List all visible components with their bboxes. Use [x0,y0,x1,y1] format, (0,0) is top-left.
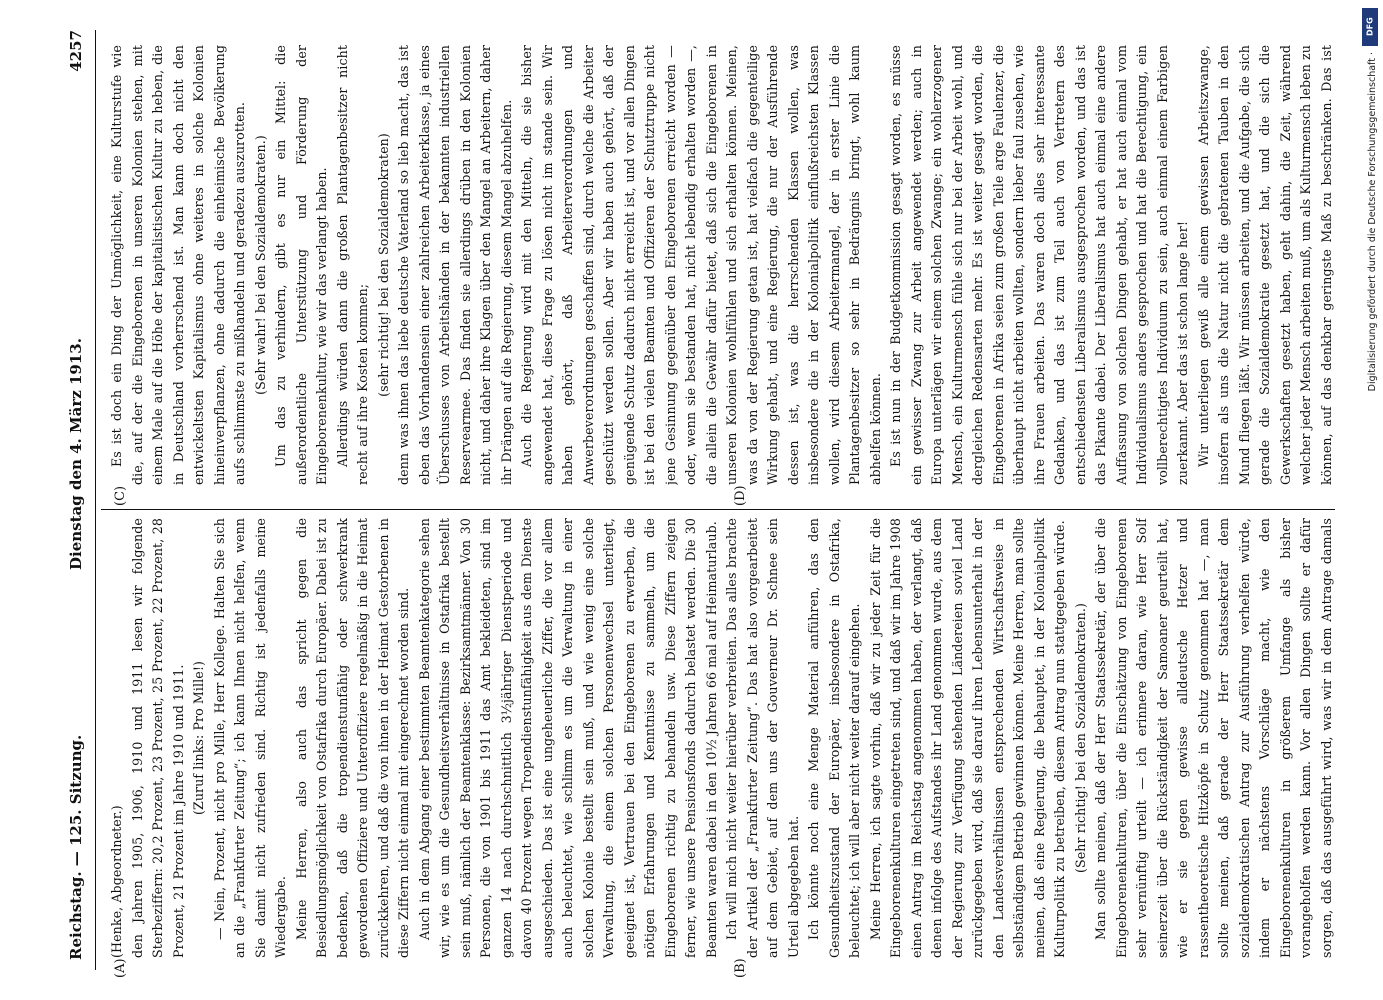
column-divider [101,509,1335,510]
paragraph: (Henke, Abgeordneter.) [109,805,124,958]
margin-marker-d: (D) [733,485,748,506]
margin-marker-c: (C) [113,485,128,506]
running-head-left: Reichstag. — 125. Sitzung. [67,734,85,960]
paragraph: Auch die Regierung wird mit den Mitteln, die sie bisher angewendet hat, diese Frage zu lösen nicht im stande sein. Wir haben gehört, daß Arbeiterverordnungen und Anwerbeverordnungen geschaffen sind, durch welche die Arbeiter geschützt werden sollen. Aber wir haben auch gehört, daß der genügende Schutz dadurch nicht erreicht ist, und vor allen Dingen ist bei den vielen Beamten und Offizieren der Schutztruppe nicht jene Gesinnung gegenüber den Eingeborenen erreicht worden — oder, wenn sie bestanden hat, nicht lebendig erhalten worden —, die allein die Gewähr dafür bietet, daß sich die Eingeborenen in unseren Kolonien wohlfühlen und sich erhalten können. Meinen, was da von der Regierung getan ist, hat vielfach die gegenteilige Wirkung gehabt, und eine Regierung, die nur der Ausführende dessen ist, was die herrschenden Klassen wollen, was insbesondere die in der Kolonialpolitik einflußreichsten Klassen wollen, wird diesem Arbeitermangel, der in erster Linie die Plantagenbesitzer so sehr in Bedrängnis bringt, wohl kaum abhelfen können. [519,45,883,485]
paragraph: denn was ihnen das liebe deutsche Vaterland so lieb macht, das ist eben das Vorhandensein einer zahlreichen Arbeiterklasse, ja eines Überschusses von Arbeitshänden in der bekannten industriellen Reservearmee. Das finden sie allerdings drüben in den Kolonien nicht, und daher ihre Klagen über den Mangel an Arbeitern, daher ihr Drängen auf die Regierung, diesem Mangel abzuhelfen. [396,45,514,485]
paragraph: Man sollte meinen, daß der Herr Staatssekretär, der über die Eingeborenenkulturen, über die Einschätzung von Eingeborenen sehr vernünftig urteilt — ich erinnere daran, wie Herr Solf seinerzeit über die Rückständigkeit der Samoaner geurteilt hat, wie er sie gegen gewisse alldeutsche Hetzer und rassentheoretische Hitzköpfe in Schutz genommen hat —, man sollte meinen, daß gerade der Herr Staatssekretär dem sozialdemokratischen Antrag zur Ausführung verhelfen würde, indem er nächstens Vorschläge macht, wie den Eingeborenenkulturen in größerem Umfange als bisher vorangeholfen werden kann. Vor allen Dingen sollte er dafür sorgen, daß das ausgeführt wird, was wir in dem Antrage damals [1093,518,1334,958]
paragraph: Allerdings würden dann die großen Plantagenbesitzer nicht recht auf ihre Kosten kommen; [334,45,370,485]
paragraph: — Nein, Prozent, nicht pro Mille, Herr Kollege. Halten Sie sich an die „Frankfurter Zeitung“; ich kann Ihnen nicht helfen, wenn Sie damit nicht zufrieden sind. Richtig ist jedenfalls meine Wiedergabe. [211,518,288,958]
interjection: (Sehr wahr! bei den Sozialdemokraten.) [252,135,268,395]
header-rule [95,30,96,970]
margin-marker-a: (A) [113,958,128,978]
interjection: (Zuruf links: Pro Mille!) [191,660,206,816]
dfg-stamp-text: Digitalisierung gefördert durch die Deutsche Forschungsgemeinschaft · [1367,52,1378,392]
paragraph: Ich könnte noch eine Menge Material anführen, das den Gesundheitszustand der Europäer, insbesondere in Ostafrika, beleuchtet; ich will aber nicht weiter darauf eingehen. [806,518,862,958]
paragraph: Meine Herren, also auch das spricht gegen die Besiedlungsmöglichkeit von Ostafrika durch Europäer. Dabei ist zu bedenken, daß die tropendienstunfähig oder schwerkrank gewordenen Offiziere und Unteroffiziere regelmäßig in die Heimat zurückkehren, und daß die von ihnen in der Heimat Gestorbenen in diese Ziffern nicht einmal mit eingerechnet worden sind. [293,518,411,958]
paragraph: Ich will mich nicht weiter hierüber verbreiten. Das alles brachte der Artikel der „Frankfurter Zeitung“. Das hat also vorgearbeitet auf dem Gebiet, auf dem uns der Gouverneur Dr. Schnee sein Urteil abgegeben hat. [724,518,801,958]
left-column [107,518,1335,958]
dfg-logo: DFG [1362,8,1378,46]
margin-marker-b: (B) [733,958,748,978]
paragraph: Wir unterliegen gewiß alle einem gewissen Arbeitszwange, insofern als uns die Natur nicht die gebratenen Tauben in den Mund fliegen läßt. Wir müssen arbeiten, und die Aufgabe, die sich gerade die Sozialdemokratie gesetzt hat, und die sich die Gewerkschaften gesetzt haben, geht dahin, die Zeit, während welcher jeder Mensch arbeiten muß, um als Kulturmensch leben zu können, auf das denkbar geringste Maß zu beschränken. Das ist [1195,45,1334,485]
paragraph: Auch in dem Abgang einer bestimmten Beamtenkategorie sehen wir, wie es um die Gesundheitsverhältnisse in Ostafrika bestellt sein muß, nämlich der Beamtenklasse: Bezirksamtmänner. Von 30 Personen, die von 1901 bis 1911 das Amt bekleideten, sind im ganzen 14 nach durchschnittlich 3½jähriger Dienstperiode und davon 40 Prozent wegen Tropendienstunfähigkeit aus dem Dienste ausgeschieden. Das ist eine ungeheuerliche Ziffer, die vor allem auch beleuchtet, wie schlimm es um die Verwaltung in einer solchen Kolonie bestellt sein muß, und wie wenig eine solche Verwaltung, die einem solchen Personenwechsel unterliegt, geeignet ist, Vertrauen bei den Eingeborenen zu erwerben, die nötigen Erfahrungen und Kenntnisse zu sammeln, um die Eingeborenen richtig zu behandeln usw. Diese Ziffern zeigen ferner, wie unsere Pensionsfonds dadurch belastet werden. Die 30 Beamten waren dabei in den 10½ Jahren 66 mal auf Heimaturlaub. [416,518,719,958]
dfg-stamp [1361,8,1379,568]
page-number: 4257 [67,30,85,72]
paragraph: Um das zu verhindern, gibt es nur ein Mittel: die außerordentliche Unterstützung und Förderung der Eingeborenenkultur, wie wir das verlangt haben. [273,45,329,485]
scanned-page [25,20,1355,980]
running-head-center: Dienstag den 4. März 1913. [67,338,85,570]
running-head [67,20,97,980]
interjection: (sehr richtig! bei den Sozialdemokraten) [375,133,391,397]
paragraph: Meine Herren, ich sagte vorhin, daß wir zu jeder Zeit für die Eingeborenenkulturen eingetreten sind, und daß wir im Jahre 1908 einen Antrag im Reichstag angenommen haben, der verlangt, daß denen infolge des Aufstandes ihr Land genommen wurde, aus dem der Regierung zur Verfügung stehenden Ländereien soviel Land zurückgegeben wird, daß sie darauf ihren Lebensunterhalt in der den Landesverhältnissen entsprechenden Wirtschaftsweise in selbständigem Betrieb gewinnen können. Meine Herren, man sollte meinen, daß eine Regierung, die behauptet, in der Kolonialpolitik Kulturpolitik zu betreiben, diesem Antrag nun stattgegeben würde. [867,518,1067,958]
interjection: (Sehr richtig! bei den Sozialdemokraten.) [1072,603,1088,873]
paragraph: Es ist nun in der Budgetkommission gesagt worden, es müsse ein gewisser Zwang zur Arbeit angewendet werden; auch in Europa unterlägen wir einem solchen Zwange; ein wohlerzogener Mensch, ein Kulturmensch fühle sich nur bei der Arbeit wohl, und dergleichen Redensarten mehr. Es ist weiter gesagt worden, die Eingeborenen in Afrika seien zum großen Teile arge Faulenzer, die überhaupt nicht arbeiten wollten, sondern lieber faul zusehen, wie ihre Frauen arbeiten. Das waren doch alles sehr interessante Gedanken, und das ist zum Teil auch von Vertretern des entschiedensten Liberalismus ausgesprochen worden, und das ist das Pikante dabei. Der Liberalismus hat auch einmal eine andere Auffassung von solchen Dingen gehabt, er hat auch einmal vom Individualismus anders gesprochen und hat die Berechtigung, ein vollberechtigtes Individuum zu sein, auch einmal einem Farbigen zuerkannt. Aber das ist schon lange her! [888,45,1190,485]
right-column [107,45,1335,485]
paragraph: den Jahren 1905, 1906, 1910 und 1911 lesen wir folgende Sterbeziffern: 20,2 Prozent, 23 Prozent, 25 Prozent, 22 Prozent, 28 Prozent, 21 Prozent im Jahre 1910 und 1911. [129,518,186,958]
paragraph: Es ist doch ein Ding der Unmöglichkeit, eine Kulturstufe wie die, auf der die Eingeborenen in unseren Kolonien stehen, mit einem Male auf die Höhe der kapitalistischen Kultur zu heben, die in Deutschland vorherrschend ist. Man kann doch nicht den entwickeltsten Kapitalismus ohne weiteres in solche Kolonien hineinverpflanzen, ohne dadurch die einheimische Bevölkerung aufs schlimmste zu mißhandeln und geradezu auszurotten. [109,45,247,485]
